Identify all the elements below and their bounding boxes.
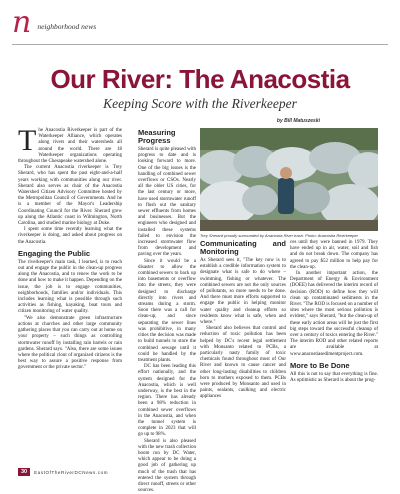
- subhead-communicating-monitoring: Communicating and Monitoring: [200, 239, 286, 256]
- article-column-3: [200, 240, 286, 401]
- paragraph: The current Anacostia riverkeeper is Trey Sherard, who has spent the past eight-and-a-half years working with communities along our river. Sherard also serves as chair of the Anacostia Watershed Citizen Advisory Committee hosted by the Metropolitan Council of Governments. And he is a member of the Mayor's Leadership Coordinating Council for the River. Sherard grew up along the Atlantic coast in Wilmington, North Carolina, and studied marine biology at Duke.: [18, 165, 122, 227]
- drop-cap: T: [18, 124, 37, 157]
- paragraph: DC has been leading this effort nationally, and the system designed for the Anacostia, which is well underway, is the best in the region. There has already been a 98% reduction in combined sewer overflows in the Anacostia, and when the tunnel system is complete in 2023 that will go up to 98%.: [138, 364, 196, 438]
- section-logo: n: [12, 5, 32, 40]
- paragraph: ces until they were banned in 1979. They have ended up in air, water, soil and fish and do not break down. The company has agreed to pay $52 million to help pay for the clean-up.: [290, 240, 378, 270]
- photo-caption: Trey Sherard proudly surrounded by Anacostia River trash. Photo: Anacostia Riverkeeper: [200, 233, 358, 238]
- page-number: 30: [18, 468, 30, 476]
- paragraph: The riverkeeper's main task, I learned, is to reach out and engage the public in the clean-up progress along the Anacostia, and to renew the work to be done and how to make it happen. Depending on the issue, the job is to engage communities, neighborhoods, families and/or individuals. This includes learning what is possible through such activities as fishing, kayaking, boat tours and citizen monitoring of water quality.: [18, 259, 122, 315]
- article-title: Our River: The Anacostia: [50, 64, 350, 94]
- paragraph: he Anacostia Riverkeeper is part of the Waterkeeper Alliance, which operates along rivers and their watersheds all around the world. There are 18 Waterkeeper organizations operating throughout the Chesapeake watershed alone.: [18, 128, 122, 165]
- article-column-2: [138, 129, 196, 494]
- header-divider: [12, 44, 388, 45]
- paragraph: Sherard is quite pleased with progress to date and is looking forward to more. One of the big issues is the handling of combined sewer overflows or CSOs. Nearly all the older US cities, for the last century or more, have used stormwater runoff to flush out the sanitary sewer effluents from homes and businesses. But the engineers who designed and installed these systems failed to envision the increased stormwater flow from development and paving over the years.: [138, 147, 196, 258]
- page-footer: [18, 468, 108, 476]
- paragraph: Sherard is also pleased with the new trash collection boom run by DC Water, which appear to be doing a good job of gathering up much of the trash that has entered the system through direct runoff, streets or other sources.: [138, 438, 196, 494]
- article-byline: by Bill Matuszeski: [276, 118, 320, 124]
- site-url: EastOfTheRiverDCNews.com: [34, 469, 109, 475]
- article-photo: [200, 128, 378, 231]
- paragraph: All this is not to say that everything is fine. As optimistic as Sherard is about the prog-: [290, 371, 378, 384]
- paragraph: In another important action, the Department of Energy & Environment (DOEE) has delivered the interim record of decision (ROD) to define how they will clean up contaminated sediments in the River. "The ROD is focused on a number of sites where the most serious pollution is evident," says Sherard, "but the clean-up of these early action areas will be just the first big steps toward the successful cleanup of over a century of toxics entering the River." The interim ROD and other related reports are available at www.anacostiasedimentproject.com.: [290, 271, 378, 357]
- paragraph: "We also demonstrate green infrastructure actions at churches and other large community gathering places that you can carry out at home on your property – such things as controlling stormwater runoff by installing rain barrels or rain gardens. Sherard says. "Also, there are some issues where the political clout of organized citizens is the best way to assure a positive response from government or the private sector.": [18, 315, 122, 371]
- article-column-4: [290, 240, 378, 384]
- subhead-more-to-be-done: More to Be Done: [290, 360, 350, 370]
- article-column-1: [18, 124, 122, 372]
- section-header: [12, 5, 97, 40]
- subhead-engaging-public: Engaging the Public: [18, 248, 91, 258]
- section-label: neighborhood news: [37, 21, 97, 31]
- paragraph: Sherard also believes that control and reduction of toxic pollution has been helped by DC's recent legal settlement with Monsanto related to PCBs, a particularly nasty family of toxic chemicals found throughout most of Our River and known to cause cancer and other long-lasting disabilities to children born to mothers exposed to them. PCBs were produced by Monsanto and used in paints, sealants, caulking and electric appliances: [200, 326, 286, 400]
- trash-bags-photo-image: [200, 128, 378, 231]
- paragraph: As Sherard sees it, "The key now is to establish a credible information system to designate what is safe to do where – swimming, fishing or whatever. The combined sewers are not the only sources of pollutants, so more needs to be done. And there must more efforts supported to engage the public in helping monitor water quality and cleanup efforts so residents know what is safe, when and where.": [200, 258, 286, 326]
- paragraph: I spent some time recently learning what the riverkeeper is doing, and asked about progress on the Anacostia.: [18, 227, 122, 245]
- subhead-measuring-progress: Measuring Progress: [138, 128, 176, 145]
- paragraph: Since it would be a disaster to allow the combined sewers to back up into basements or overflow into the streets, they were designed to discharge directly into rivers and streams during a storm. Soon there was a call for clean-up, and since separating the sewer lines was prohibitive, in many cities the decision was made to build tunnels to store the combined sewage until it could be handled by the treatment plants.: [138, 258, 196, 363]
- article-subtitle: Keeping Score with the Riverkeeper: [103, 96, 297, 111]
